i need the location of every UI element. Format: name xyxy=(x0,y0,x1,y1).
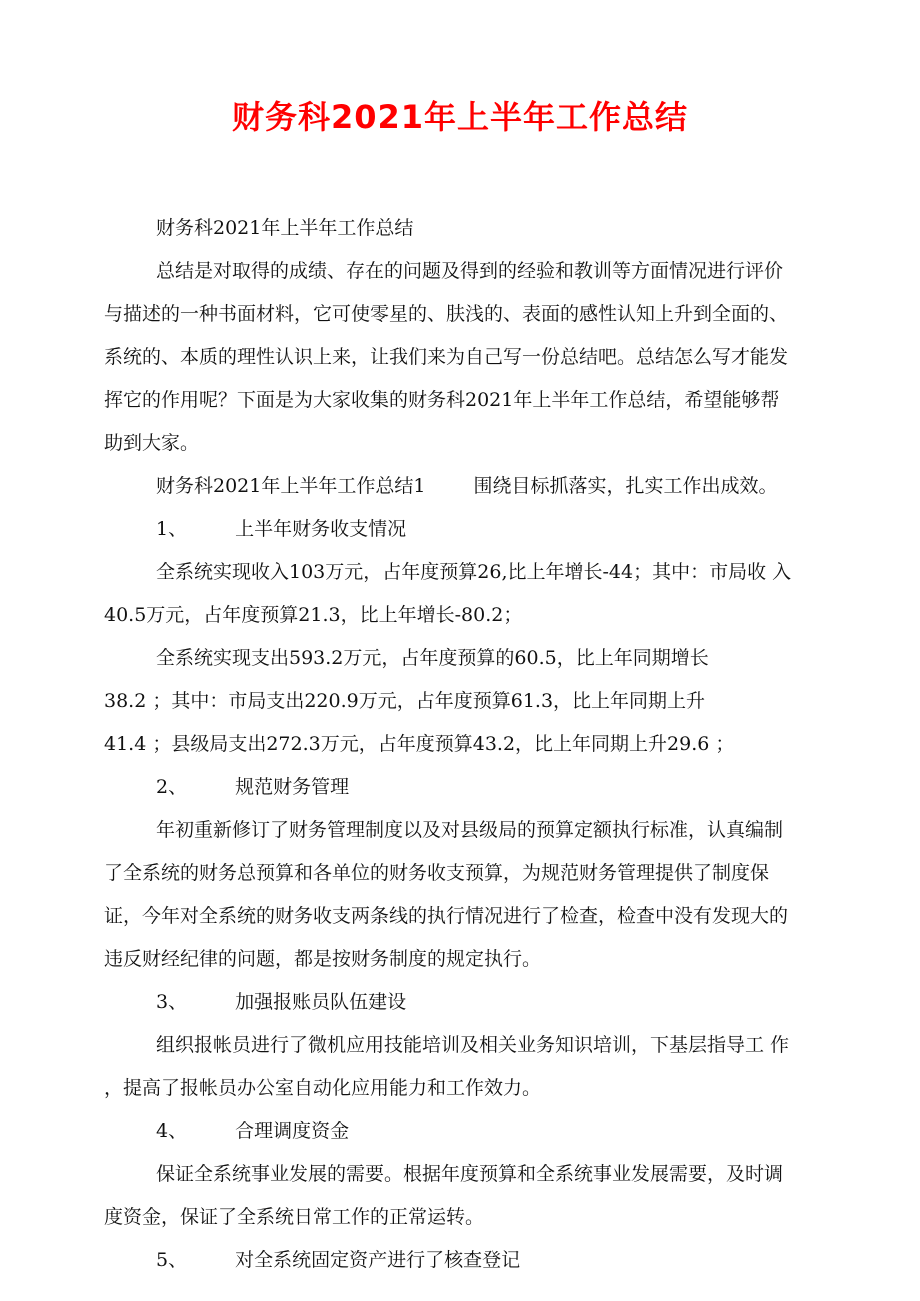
paragraph-line: 挥它的作用呢？下面是为大家收集的财务科2021年上半年工作总结，希望能够帮 xyxy=(104,389,780,411)
item-number: 2、 xyxy=(156,776,188,798)
paragraph-line: 41.4 ；县级局支出272.3万元，占年度预算43.2，比上年同期上升29.6 ； xyxy=(104,733,735,755)
item-number: 3、 xyxy=(156,991,188,1013)
paragraph-line: ，提高了报帐员办公室自动化应用能力和工作效力。 xyxy=(104,1077,542,1099)
item-heading-3 xyxy=(156,990,406,1014)
item-heading-1 xyxy=(156,517,406,541)
paragraph-line: 全系统实现支出593.2万元，占年度预算的60.5，比上年同期增长 xyxy=(156,647,709,669)
paragraph-line: 违反财经纪律的问题，都是按财务制度的规定执行。 xyxy=(104,948,542,970)
paragraph-line: 了全系统的财务总预算和各单位的财务收支预算，为规范财务管理提供了制度保 xyxy=(104,862,770,884)
document-title: 财务科2021年上半年工作总结 xyxy=(231,98,689,136)
paragraph-line: 组织报帐员进行了微机应用技能培训及相关业务知识培训，下基层指导工 作 xyxy=(156,1034,790,1056)
paragraph-line: 与描述的一种书面材料，它可使零星的、肤浅的、表面的感性认知上升到全面的、 xyxy=(104,303,789,325)
item-number: 4、 xyxy=(156,1120,188,1142)
paragraph-line: 38.2 ；其中：市局支出220.9万元，占年度预算61.3，比上年同期上升 xyxy=(104,690,706,712)
paragraph-line: 年初重新修订了财务管理制度以及对县级局的预算定额执行标准，认真编制 xyxy=(156,819,784,841)
item-heading-4 xyxy=(156,1119,349,1143)
paragraph-line: 保证全系统事业发展的需要。根据年度预算和全系统事业发展需要，及时调 xyxy=(156,1163,784,1185)
item-heading-5 xyxy=(156,1248,520,1272)
paragraph-line: 度资金，保证了全系统日常工作的正常运转。 xyxy=(104,1206,485,1228)
item-title: 规范财务管理 xyxy=(235,776,350,798)
subtitle: 财务科2021年上半年工作总结 xyxy=(156,217,414,239)
paragraph-line: 证，今年对全系统的财务收支两条线的执行情况进行了检查，检查中没有发现大的 xyxy=(104,905,789,927)
section-subtitle: 围绕目标抓落实，扎实工作出成效。 xyxy=(473,475,778,497)
item-number: 1、 xyxy=(156,518,188,540)
paragraph-line: 助到大家。 xyxy=(104,432,200,454)
item-title: 上半年财务收支情况 xyxy=(235,518,407,540)
item-heading-2 xyxy=(156,775,349,799)
item-title: 加强报账员队伍建设 xyxy=(235,991,407,1013)
paragraph-line: 总结是对取得的成绩、存在的问题及得到的经验和教训等方面情况进行评价 xyxy=(156,260,784,282)
item-title: 对全系统固定资产进行了核查登记 xyxy=(235,1249,521,1271)
section-heading xyxy=(156,474,777,498)
paragraph-line: 40.5万元，占年度预算21.3，比上年增长-80.2； xyxy=(104,604,523,626)
item-number: 5、 xyxy=(156,1249,188,1271)
section-title: 财务科2021年上半年工作总结1 xyxy=(156,475,426,497)
paragraph-line: 全系统实现收入103万元，占年度预算26,比上年增长-44；其中：市局收 入 xyxy=(156,561,792,583)
paragraph-line: 系统的、本质的理性认识上来，让我们来为自己写一份总结吧。总结怎么写才能发 xyxy=(104,346,789,368)
item-title: 合理调度资金 xyxy=(235,1120,350,1142)
